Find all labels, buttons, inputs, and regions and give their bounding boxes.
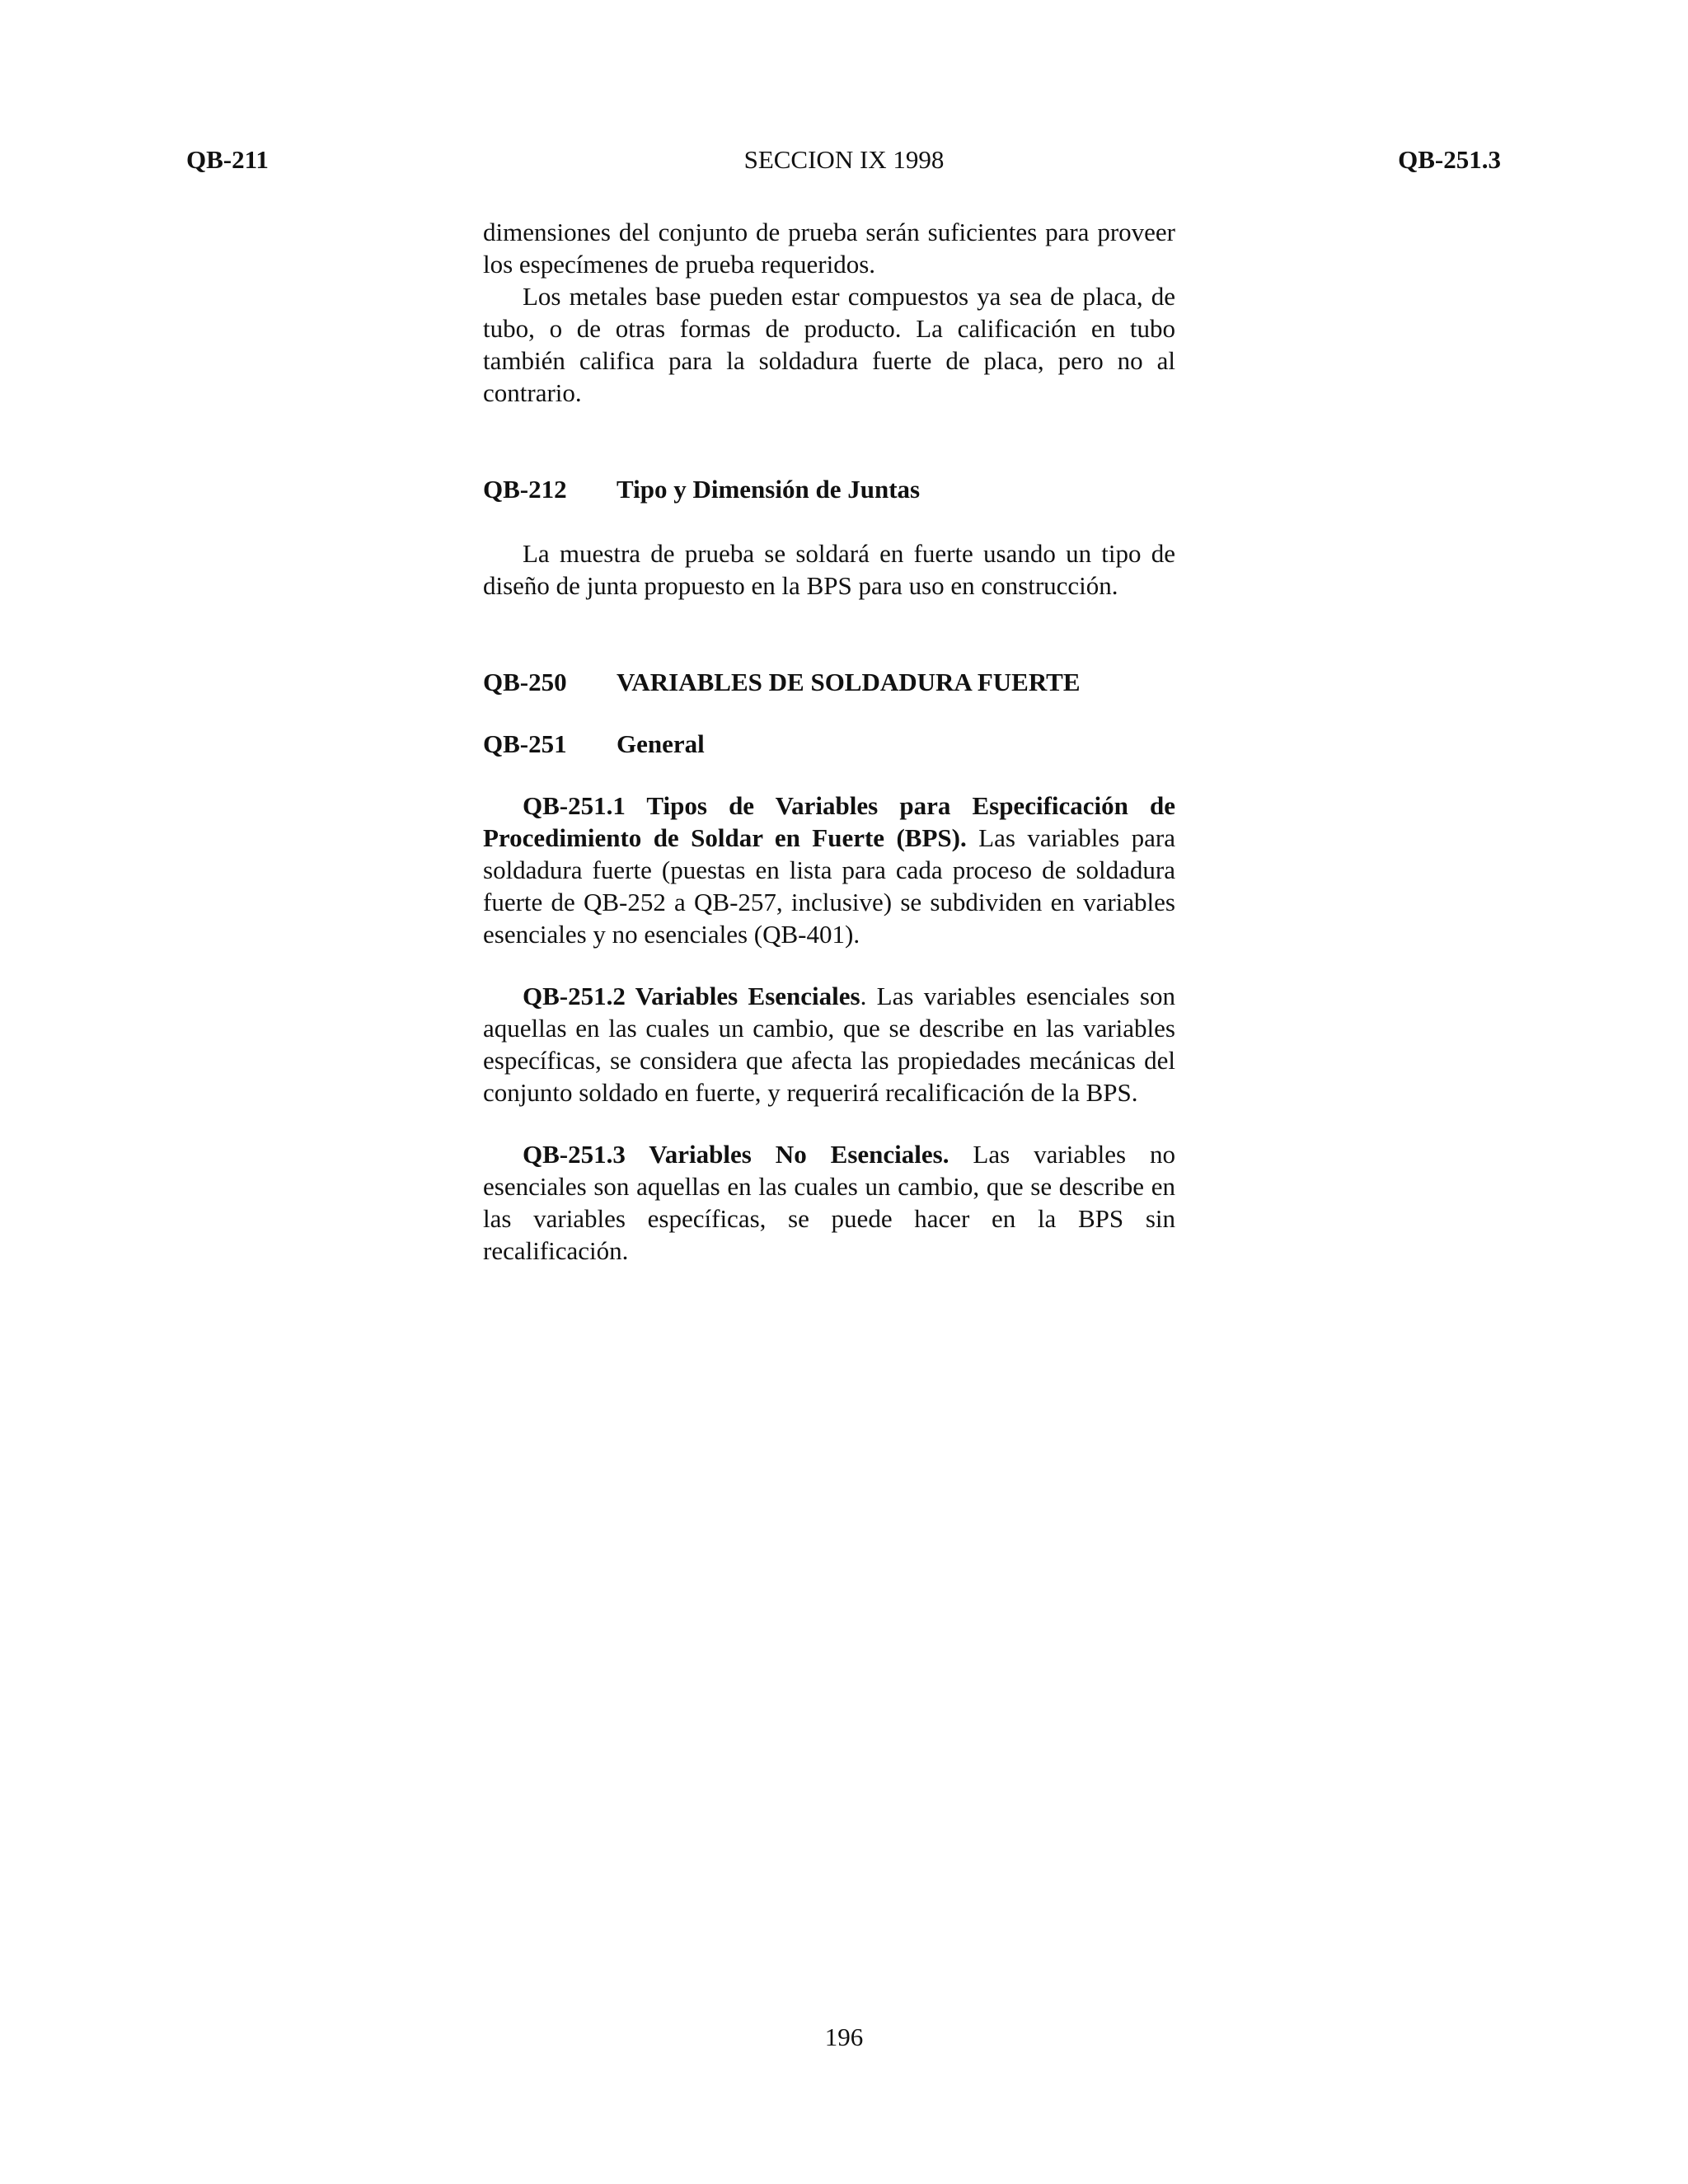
paragraph-base-metals: Los metales base pueden estar compuestos ya sea de placa, de tubo, o de otras formas de producto. La calificación en tubo también califica para la soldadura fuerte de placa, pero no al contrario.: [483, 282, 1175, 407]
header-left-section-ref: QB-211: [186, 145, 269, 174]
paragraph-joint-type: La muestra de prueba se soldará en fuerte usando un tipo de diseño de junta propuesto en la BPS para uso en construcción.: [483, 539, 1175, 600]
page-header: [0, 145, 1688, 181]
page-number: 196: [824, 2022, 864, 2051]
header-right-section-ref: QB-251.3: [1398, 145, 1501, 174]
header-title: SECCION IX 1998: [743, 145, 945, 174]
section-title: VARIABLES DE SOLDADURA FUERTE: [617, 668, 1081, 696]
page-body: [483, 216, 1175, 1267]
paragraph-continuation: dimensiones del conjunto de prueba serán suficientes para proveer los especímenes de prueba requeridos.: [483, 218, 1175, 279]
paragraph-qb2511: [483, 790, 1175, 950]
paragraph-lead: QB-251.3 Variables No Esenciales.: [523, 1140, 950, 1169]
section-heading-qb251: [483, 728, 1175, 760]
section-heading-qb212: [483, 473, 1175, 505]
section-title: General: [617, 729, 705, 758]
paragraph-qb2512: [483, 980, 1175, 1108]
paragraph-lead: QB-251.2 Variables Esenciales: [523, 982, 860, 1010]
paragraph-text: . Las variables esenciales son aquellas en las cuales un cambio, que se describe en las variables específicas, se considera que afecta las propiedades mecánicas del conjunto soldado en fuerte, y requerirá recalificación de la BPS.: [483, 982, 1175, 1107]
section-number: QB-212: [483, 475, 567, 504]
paragraph-text: Las variables para soldadura fuerte (puestas en lista para cada proceso de soldadura fuerte de QB-252 a QB-257, inclusive) se subdividen en variables esenciales y no esenciales (QB-401).: [483, 823, 1175, 949]
paragraph-qb2513: [483, 1138, 1175, 1267]
section-heading-qb250: [483, 666, 1175, 698]
paragraph-text: Las variables no esenciales son aquellas en las cuales un cambio, que se describe en las variables específicas, se puede hacer en la BPS sin recalificación.: [483, 1140, 1175, 1265]
section-number: QB-251: [483, 729, 567, 758]
section-title: Tipo y Dimensión de Juntas: [617, 475, 921, 504]
paragraph-lead: QB-251.1 Tipos de Variables para Especificación de Procedimiento de Soldar en Fuerte (BPS).: [483, 791, 1175, 852]
section-number: QB-250: [483, 668, 567, 696]
